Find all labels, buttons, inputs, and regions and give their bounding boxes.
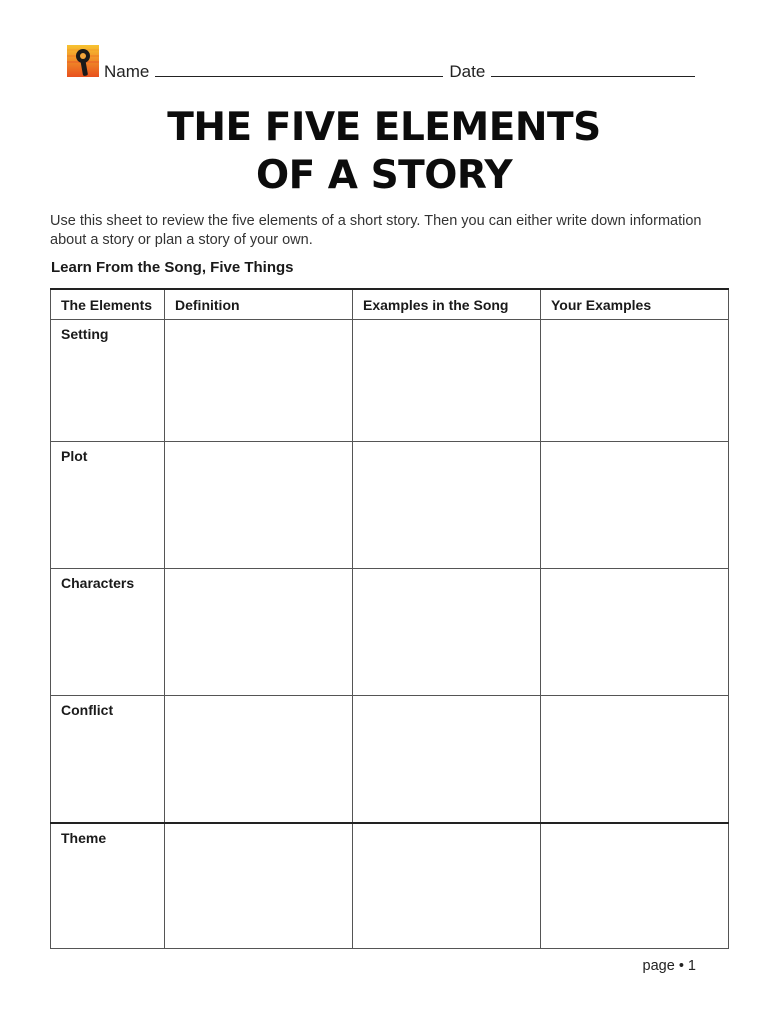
title-line-2: OF A STORY <box>255 153 513 198</box>
column-header-examples-song: Examples in the Song <box>353 289 541 320</box>
conflict-definition-cell[interactable] <box>165 696 353 824</box>
characters-definition-cell[interactable] <box>165 569 353 696</box>
table-row <box>51 569 729 696</box>
row-label-plot: Plot <box>51 442 165 569</box>
column-header-your-examples: Your Examples <box>541 289 729 320</box>
page-title <box>0 104 768 200</box>
table-row <box>51 442 729 569</box>
theme-song-examples-cell[interactable] <box>353 823 541 949</box>
row-label-characters: Characters <box>51 569 165 696</box>
setting-song-examples-cell[interactable] <box>353 320 541 442</box>
conflict-song-examples-cell[interactable] <box>353 696 541 824</box>
setting-definition-cell[interactable] <box>165 320 353 442</box>
theme-definition-cell[interactable] <box>165 823 353 949</box>
date-label: Date <box>449 62 486 81</box>
setting-your-examples-cell[interactable] <box>541 320 729 442</box>
elements-table <box>50 288 729 949</box>
row-label-setting: Setting <box>51 320 165 442</box>
table-row <box>51 696 729 824</box>
intro-text: Use this sheet to review the five elements of a short story. Then you can either write down information about a story or plan a story of your own. <box>50 213 702 248</box>
characters-song-examples-cell[interactable] <box>353 569 541 696</box>
theme-your-examples-cell[interactable] <box>541 823 729 949</box>
microphone-logo-icon <box>67 45 99 77</box>
column-header-elements: The Elements <box>51 289 165 320</box>
page-number: page • 1 <box>642 958 696 974</box>
name-blank-field[interactable] <box>155 60 443 77</box>
plot-your-examples-cell[interactable] <box>541 442 729 569</box>
column-header-definition: Definition <box>165 289 353 320</box>
plot-definition-cell[interactable] <box>165 442 353 569</box>
title-line-1: THE FIVE ELEMENTS <box>167 105 601 150</box>
date-blank-field[interactable] <box>491 60 695 77</box>
table-header-row <box>51 289 729 320</box>
table-row <box>51 823 729 949</box>
row-label-conflict: Conflict <box>51 696 165 824</box>
name-date-line <box>104 60 704 84</box>
name-label: Name <box>104 62 150 81</box>
conflict-your-examples-cell[interactable] <box>541 696 729 824</box>
characters-your-examples-cell[interactable] <box>541 569 729 696</box>
plot-song-examples-cell[interactable] <box>353 442 541 569</box>
section-subheading: Learn From the Song, Five Things <box>51 259 294 276</box>
table-row <box>51 320 729 442</box>
row-label-theme: Theme <box>51 823 165 949</box>
